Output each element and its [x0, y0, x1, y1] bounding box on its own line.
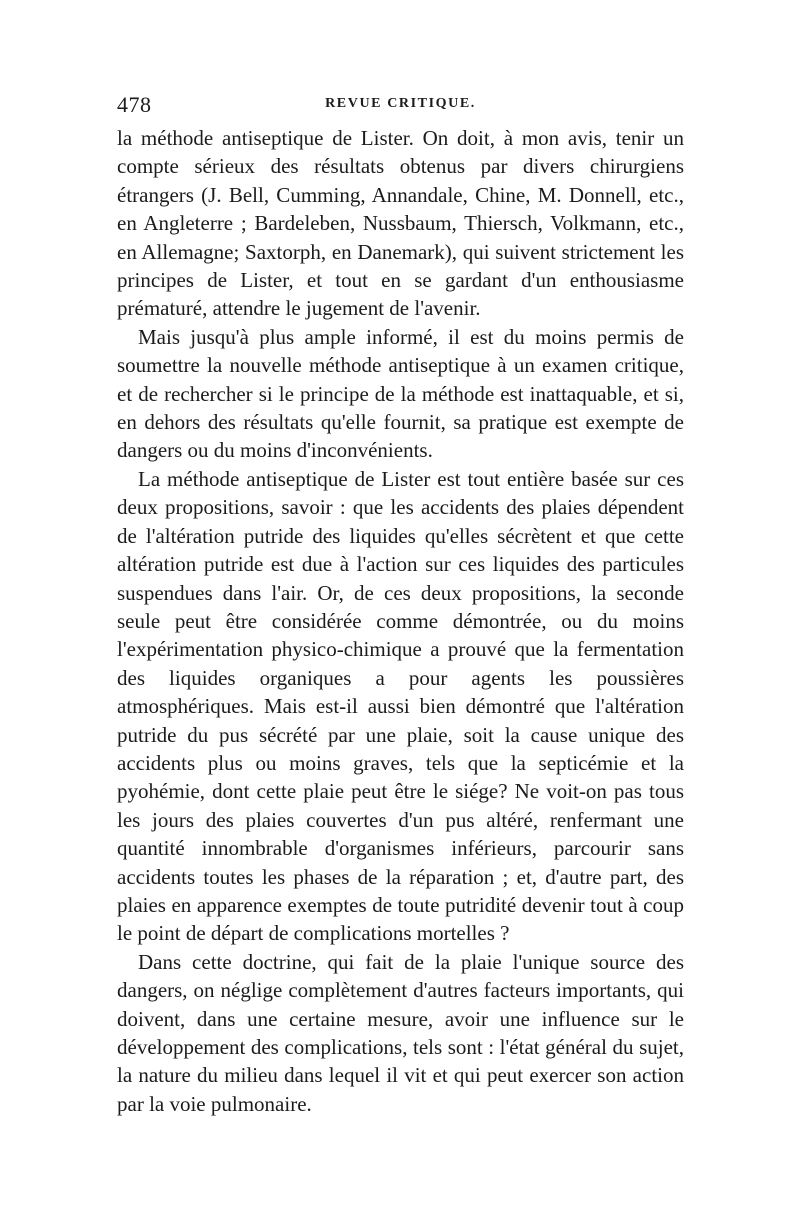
page-number: 478 [117, 92, 152, 117]
journal-title: REVUE CRITIQUE. [325, 96, 476, 111]
body-text [117, 124, 684, 1118]
paragraph-autres-facteurs: Dans cette doctrine, qui fait de la plaie l'unique source des dangers, on néglige complètement d'autres facteurs importants, qui doivent, dans une certaine mesure, avoir une influence sur le développement des complications, tels sont : l'état général du sujet, la nature du milieu dans lequel il vit et qui peut exercer son action par la voie pulmonaire. [117, 949, 684, 1116]
paragraph-propositions: La méthode antiseptique de Lister est tout entière basée sur ces deux propositions, savoir : que les accidents des plaies dépendent de l'altération putride des liquides qu'elles sécrètent et que cette altération putride est due à l'action sur ces liquides des particules suspendues dans l'air. Or, de ces deux propositions, la seconde seule peut être considérée comme démontrée, ou du moins l'expérimentation physico-chimique a prouvé que la fermentation des liquides organiques a pour agents les poussières atmosphériques. Mais est-il aussi bien démontré que l'altération putride du pus sécrété par une plaie, soit la cause unique des accidents plus ou moins graves, tels que la septicémie et la pyohémie, dont cette plaie peut être le siége? Ne voit-on pas tous les jours des plaies couvertes d'un pus altéré, renfermant une quantité innombrable d'organismes inférieurs, parcourir sans accidents toutes les phases de la réparation ; et, d'autre part, des plaies en apparence exemptes de toute putridité devenir tout à coup le point de départ de complications mortelles ? [117, 466, 684, 946]
paragraph-continuation: la méthode antiseptique de Lister. On doit, à mon avis, tenir un compte sérieux des résultats obtenus par divers chirurgiens étrangers (J. Bell, Cumming, Annandale, Chine, M. Donnell, etc., en Angleterre ; Bardeleben, Nussbaum, Thiersch, Volkmann, etc., en Allemagne; Saxtorph, en Danemark), qui suivent strictement les principes de Lister, et tout en se gardant d'un enthousiasme prématuré, attendre le jugement de l'avenir. [117, 126, 684, 321]
paragraph-examen-critique: Mais jusqu'à plus ample informé, il est du moins permis de soumettre la nouvelle méthode antiseptique à un examen critique, et de rechercher si le principe de la méthode est inattaquable, et si, en dehors des résultats qu'elle fournit, sa pratique est exempte de dangers ou du moins d'inconvénients. [117, 324, 684, 463]
running-head [117, 92, 684, 122]
